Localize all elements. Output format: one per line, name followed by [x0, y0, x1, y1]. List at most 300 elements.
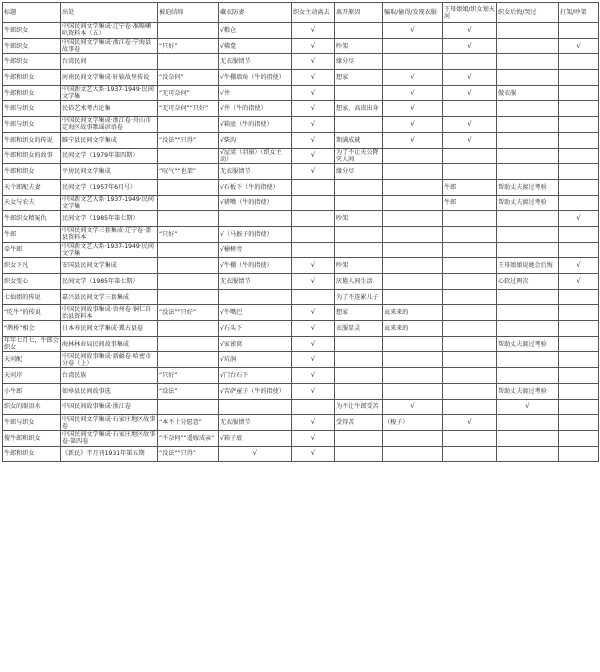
cell-reason [335, 383, 383, 399]
cell-get-clothes: √ [383, 70, 443, 86]
cell-regret [497, 289, 559, 305]
cell-reason [335, 117, 383, 133]
cell-heavenly-river [443, 352, 497, 368]
cell-weaver-leaves [292, 226, 335, 242]
cell-get-clothes [383, 258, 443, 274]
cell-get-clothes [383, 148, 443, 164]
cell-heavenly-river: √ [443, 132, 497, 148]
cell-hide-clothes: √猪嘴（牛的指使） [219, 195, 292, 211]
cell-heavenly-river [443, 148, 497, 164]
cell-get-clothes [383, 336, 443, 352]
cell-source: 中国民间故事集成·新疆卷·哈密市分卷（上） [61, 352, 158, 368]
cell-weaver-leaves: √ [292, 164, 335, 180]
cell-title: 牛郎和织女 [3, 70, 61, 86]
cell-source: 中国新文艺大系·1937-1949·民间文学集 [61, 85, 158, 101]
cell-quarrel [559, 383, 599, 399]
cell-forced-marriage: “没法”“只好” [158, 305, 219, 321]
cell-get-clothes [383, 38, 443, 54]
cell-title: 天河岸 [3, 368, 61, 384]
cell-regret: 帮助丈夫渡过考验 [497, 195, 559, 211]
cell-weaver-leaves: √ [292, 305, 335, 321]
cell-regret [497, 226, 559, 242]
cell-weaver-leaves [292, 242, 335, 258]
cell-forced-marriage [158, 274, 219, 290]
cell-quarrel: √ [559, 211, 599, 227]
cell-heavenly-river [443, 211, 497, 227]
cell-weaver-leaves [292, 289, 335, 305]
cell-weaver-leaves: √ [292, 383, 335, 399]
cell-quarrel: √ [559, 274, 599, 290]
cell-get-clothes [383, 289, 443, 305]
cell-heavenly-river [443, 368, 497, 384]
table-row [3, 336, 599, 352]
cell-regret [497, 101, 559, 117]
cell-title: 牛郎与织女 [3, 117, 61, 133]
cell-forced-marriage [158, 23, 219, 39]
cell-get-clothes [383, 368, 443, 384]
cell-reason [335, 368, 383, 384]
cell-heavenly-river [443, 321, 497, 337]
cell-forced-marriage: “没法” [158, 383, 219, 399]
cell-forced-marriage [158, 179, 219, 195]
cell-source: 河南民间文学集成·轩辕故里传说 [61, 70, 158, 86]
cell-source: 中国新文艺大系·1937-1949·民间文学集 [61, 242, 158, 258]
cell-quarrel [559, 321, 599, 337]
table-row [3, 23, 599, 39]
cell-title: 牛郎和织女 [3, 85, 61, 101]
cell-weaver-leaves: √ [292, 148, 335, 164]
cell-hide-clothes: √门台石下 [219, 368, 292, 384]
table-row [3, 226, 599, 242]
cell-weaver-leaves: √ [292, 415, 335, 431]
cell-reason [335, 336, 383, 352]
cell-hide-clothes: √井 [219, 85, 292, 101]
table-row [3, 352, 599, 368]
cell-get-clothes [383, 179, 443, 195]
cell-reason [335, 195, 383, 211]
cell-quarrel [559, 305, 599, 321]
cell-hide-clothes: √屋梁（羽扇）（织女主动） [219, 148, 292, 164]
cell-forced-marriage [158, 211, 219, 227]
cell-hide-clothes: 无衣服情节 [219, 274, 292, 290]
cell-title: 织女下凡 [3, 258, 61, 274]
cell-get-clothes: √ [383, 23, 443, 39]
cell-source: 民间文学（1985年第七期） [61, 274, 158, 290]
cell-get-clothes [383, 383, 443, 399]
cell-heavenly-river [443, 336, 497, 352]
cell-heavenly-river: √ [443, 23, 497, 39]
cell-title: 牵牛郎 [3, 242, 61, 258]
cell-source: 中国民间文学集成·浙江卷·宁海县故事卷 [61, 38, 158, 54]
cell-quarrel [559, 54, 599, 70]
cell-quarrel [559, 117, 599, 133]
cell-reason [335, 179, 383, 195]
cell-title: 天女与农夫 [3, 195, 61, 211]
cell-heavenly-river [443, 289, 497, 305]
table-container [2, 2, 598, 670]
cell-source: 中国民间文学集成·辽宁卷·准略喇叭资料本（五） [61, 23, 158, 39]
cell-regret [497, 23, 559, 39]
cell-heavenly-river [443, 226, 497, 242]
cell-weaver-leaves: √ [292, 54, 335, 70]
cell-hide-clothes: √柴沟 [219, 132, 292, 148]
cell-get-clothes: 哀来来的 [383, 321, 443, 337]
cell-forced-marriage [158, 258, 219, 274]
cell-heavenly-river [443, 258, 497, 274]
cell-regret: 心软过两次 [497, 274, 559, 290]
cell-regret: 帮助丈夫渡过考验 [497, 179, 559, 195]
cell-heavenly-river [443, 164, 497, 180]
cell-weaver-leaves: √ [292, 101, 335, 117]
cell-weaver-leaves [292, 399, 335, 415]
cell-title: 织女的眼泪水 [3, 399, 61, 415]
cell-reason [335, 23, 383, 39]
cell-regret [497, 117, 559, 133]
cell-reason: 想家 [335, 305, 383, 321]
cell-title: 天河配 [3, 352, 61, 368]
cell-regret [497, 132, 559, 148]
cell-hide-clothes: √井（牛的指使） [219, 101, 292, 117]
cell-forced-marriage: “无可奈何” [158, 85, 219, 101]
cell-title: “吃牛”的传说 [3, 305, 61, 321]
cell-regret [497, 321, 559, 337]
cell-quarrel [559, 101, 599, 117]
cell-weaver-leaves: √ [292, 336, 335, 352]
cell-regret [497, 148, 559, 164]
table-row [3, 132, 599, 148]
cell-source: 嘉兴县民间文学三套集成 [61, 289, 158, 305]
cell-title: 年年七月七，牛郎会织女 [4, 337, 59, 352]
header-row [3, 3, 599, 23]
cell-regret: 帮助丈夫渡过考验 [497, 336, 559, 352]
cell-heavenly-river [443, 242, 497, 258]
cell-get-clothes [383, 54, 443, 70]
cell-title: 牛郎 [3, 226, 61, 242]
cell-get-clothes [383, 274, 443, 290]
cell-reason [335, 352, 383, 368]
cell-regret [497, 54, 559, 70]
cell-hide-clothes: √（马猴子的指使） [219, 226, 292, 242]
table-row [3, 274, 599, 290]
cell-forced-marriage [158, 289, 219, 305]
cell-hide-clothes: 无衣服情节 [219, 415, 292, 431]
cell-heavenly-river [443, 399, 497, 415]
cell-quarrel [559, 446, 599, 462]
cell-hide-clothes [219, 211, 292, 227]
table-row [3, 446, 599, 462]
table-row [3, 368, 599, 384]
cell-heavenly-river: √ [443, 70, 497, 86]
cell-quarrel [559, 23, 599, 39]
cell-weaver-leaves: √ [292, 117, 335, 133]
cell-get-clothes: √ [383, 101, 443, 117]
cell-regret: 傲衣服 [497, 85, 559, 101]
table-row [3, 242, 599, 258]
cell-quarrel: √ [559, 258, 599, 274]
cell-title: 牛郎织女 [3, 38, 61, 54]
cell-weaver-leaves: √ [292, 368, 335, 384]
table-row [3, 85, 599, 101]
cell-hide-clothes: √榆树旁 [219, 242, 292, 258]
cell-quarrel [559, 399, 599, 415]
cell-hide-clothes: 无衣服情节 [219, 164, 292, 180]
cell-reason: 厌倦人间生活 [335, 274, 383, 290]
cell-reason: 吵架 [335, 211, 383, 227]
cell-source: 中国新文艺大系·1937-1949·民间文学集 [61, 195, 158, 211]
cell-weaver-leaves: √ [292, 132, 335, 148]
table-row [3, 305, 599, 321]
cell-hide-clothes: √石头下 [219, 321, 292, 337]
cell-get-clothes: √ [383, 117, 443, 133]
cell-reason [335, 430, 383, 446]
cell-get-clothes: （梭子） [383, 415, 443, 431]
table-row [3, 399, 599, 415]
cell-forced-marriage: “本不十分愿意” [158, 415, 219, 431]
cell-quarrel [559, 226, 599, 242]
cell-reason: 衣服显灵 [335, 321, 383, 337]
cell-get-clothes [383, 352, 443, 368]
cell-weaver-leaves: √ [292, 321, 335, 337]
cell-reason: 为不让牛郎受苦 [335, 399, 383, 415]
cell-heavenly-river: √ [443, 415, 497, 431]
cell-weaver-leaves: √ [292, 430, 335, 446]
cell-source: 中国民间文学集成·浙江卷·舟山市定海区故事歌谣谚语卷 [61, 117, 158, 133]
cell-reason [335, 85, 383, 101]
cell-weaver-leaves [292, 211, 335, 227]
cell-regret [497, 368, 559, 384]
cell-get-clothes [383, 430, 443, 446]
cell-forced-marriage: “叹气”“也架” [158, 164, 219, 180]
cell-reason: 吵架 [335, 258, 383, 274]
cell-get-clothes: √ [383, 85, 443, 101]
cell-hide-clothes: √箱子底 [219, 430, 292, 446]
cell-title: 天个郎配夫妻 [3, 179, 61, 195]
cell-weaver-leaves: √ [292, 23, 335, 39]
table-row [3, 70, 599, 86]
header-source: 出处 [61, 3, 158, 23]
cell-forced-marriage [158, 54, 219, 70]
cell-forced-marriage: “不奈何”“遥嫁成亲” [158, 430, 219, 446]
cell-source: 安国县民间文学集成 [61, 258, 158, 274]
cell-regret [497, 352, 559, 368]
cell-get-clothes [383, 164, 443, 180]
table-row [3, 38, 599, 54]
cell-title: 牛郎与织女 [3, 415, 61, 431]
table-row [3, 164, 599, 180]
cell-reason [335, 446, 383, 462]
cell-title: 织女变心 [3, 274, 61, 290]
cell-forced-marriage [158, 117, 219, 133]
cell-weaver-leaves: √ [292, 274, 335, 290]
cell-forced-marriage [158, 336, 219, 352]
cell-source: 中国民间文学集成·石家庄地区故事卷·第四卷 [61, 430, 158, 446]
story-comparison-table [2, 2, 599, 462]
cell-get-clothes: √ [383, 399, 443, 415]
cell-title: 七仙姐的传说 [3, 289, 61, 305]
cell-heavenly-river [443, 430, 497, 446]
cell-regret [497, 70, 559, 86]
cell-forced-marriage [158, 352, 219, 368]
cell-source: 海林林业局民间故事集成 [61, 336, 158, 352]
cell-quarrel [559, 242, 599, 258]
cell-quarrel [559, 415, 599, 431]
cell-heavenly-river: √ [443, 85, 497, 101]
cell-forced-marriage [158, 195, 219, 211]
cell-regret [497, 242, 559, 258]
cell-regret [497, 38, 559, 54]
cell-forced-marriage: “只好” [158, 226, 219, 242]
cell-hide-clothes [219, 289, 292, 305]
cell-hide-clothes: √石板下（牛的指使） [219, 179, 292, 195]
cell-quarrel [559, 289, 599, 305]
cell-hide-clothes [219, 399, 292, 415]
cell-source: 平房民间文学集成 [61, 164, 158, 180]
cell-hide-clothes: √ [219, 446, 292, 462]
cell-hide-clothes: √牛棚（牛的指使） [219, 258, 292, 274]
cell-get-clothes [383, 226, 443, 242]
cell-forced-marriage: “无可奈何”“只好” [158, 101, 219, 117]
cell-title: 牛郎和织女 [3, 164, 61, 180]
cell-quarrel: √ [559, 38, 599, 54]
cell-heavenly-river: √ [443, 117, 497, 133]
cell-get-clothes: √ [383, 132, 443, 148]
cell-forced-marriage [158, 242, 219, 258]
cell-heavenly-river [443, 54, 497, 70]
cell-title: 牛郎与织女 [3, 101, 61, 117]
cell-heavenly-river [443, 446, 497, 462]
cell-regret: √ [497, 399, 559, 415]
cell-weaver-leaves [292, 179, 335, 195]
cell-weaver-leaves [292, 195, 335, 211]
cell-title: 小牛郎 [3, 383, 61, 399]
table-row [3, 383, 599, 399]
cell-weaver-leaves: √ [292, 352, 335, 368]
cell-regret: 帮助丈夫渡过考验 [497, 383, 559, 399]
cell-get-clothes [383, 242, 443, 258]
cell-quarrel [559, 179, 599, 195]
cell-regret [497, 211, 559, 227]
table-row [3, 258, 599, 274]
cell-weaver-leaves: √ [292, 38, 335, 54]
cell-reason [335, 226, 383, 242]
cell-hide-clothes: √牛棚墙角（牛的指使） [219, 70, 292, 86]
cell-get-clothes: 哀来来的 [383, 305, 443, 321]
cell-weaver-leaves: √ [292, 258, 335, 274]
cell-heavenly-river [443, 101, 497, 117]
table-row [3, 289, 599, 305]
cell-quarrel [559, 148, 599, 164]
cell-source: 民间文学（1957年6月号） [61, 179, 158, 195]
cell-regret [497, 446, 559, 462]
header-title: 标题 [3, 3, 61, 23]
table-row [3, 179, 599, 195]
cell-hide-clothes: 无衣服情节 [219, 54, 292, 70]
table-row [3, 101, 599, 117]
header-reason: 离开原因 [335, 3, 383, 23]
cell-source: 台湾民族 [61, 368, 158, 384]
cell-heavenly-river: √ [443, 38, 497, 54]
cell-source: 日本寿民间文学集成·冀占县卷 [61, 321, 158, 337]
cell-quarrel [559, 368, 599, 384]
cell-reason: 受得苦 [335, 415, 383, 431]
cell-regret [497, 430, 559, 446]
cell-reason: 为了不连累儿子 [335, 289, 383, 305]
cell-title: 牛郎织女 [3, 23, 61, 39]
cell-get-clothes [383, 211, 443, 227]
cell-title: 牛郎和织女的传说 [3, 132, 61, 148]
cell-forced-marriage [158, 148, 219, 164]
cell-title: “鹊桥”相会 [3, 321, 61, 337]
header-hide-clothes: 藏衣防妻 [219, 3, 292, 23]
cell-quarrel [559, 164, 599, 180]
cell-source: 中国民间故事集成·浙江卷 [61, 399, 158, 415]
cell-source: 台湾民间 [61, 54, 158, 70]
cell-title: 牛郎织女精冤仇 [3, 211, 61, 227]
cell-title: 傻牛郎和织女 [3, 430, 61, 446]
cell-heavenly-river [443, 274, 497, 290]
header-quarrel: 打架/吵架 [559, 3, 599, 23]
cell-weaver-leaves: √ [292, 70, 335, 86]
cell-hide-clothes: √牛嘴巴 [219, 305, 292, 321]
cell-quarrel [559, 85, 599, 101]
cell-quarrel [559, 70, 599, 86]
cell-get-clothes [383, 446, 443, 462]
cell-forced-marriage: “只好” [158, 368, 219, 384]
table-row [3, 211, 599, 227]
table-row [3, 54, 599, 70]
cell-hide-clothes: √佛龛 [219, 38, 292, 54]
cell-source: 睢宁县民间文学集成 [61, 132, 158, 148]
header-weaver-leaves: 织女主动离去 [292, 3, 335, 23]
table-row [3, 148, 599, 164]
header-get-clothes: 骗取/偷得/发现衣服 [383, 3, 443, 23]
table-row [3, 195, 599, 211]
cell-title: 牛郎织女 [3, 54, 61, 70]
cell-get-clothes [383, 195, 443, 211]
cell-regret [497, 305, 559, 321]
cell-reason: 为了不让天公降灾人间 [335, 148, 383, 164]
cell-source: 中国民间文学三套集成·辽宁卷·盖县资料本 [61, 226, 158, 242]
table-row [3, 430, 599, 446]
table-body [3, 23, 599, 462]
cell-weaver-leaves: √ [292, 85, 335, 101]
cell-quarrel [559, 336, 599, 352]
cell-forced-marriage: “没法”“只得” [158, 132, 219, 148]
cell-source: 民俗艺术考古论集 [61, 101, 158, 117]
table-row [3, 415, 599, 431]
cell-hide-clothes: √坑洞 [219, 352, 292, 368]
cell-source: 《新民》半月刊1931年第五期 [61, 446, 158, 462]
cell-forced-marriage: “没法”“只得” [158, 446, 219, 462]
cell-quarrel [559, 352, 599, 368]
cell-hide-clothes: √箱底（牛的指使） [219, 117, 292, 133]
header-regret: 织女后悔/哭过 [497, 3, 559, 23]
cell-title: 牛郎和织女的故事 [3, 148, 61, 164]
cell-source: 中国民间故事集成·贵州卷·铜仁自治县资料本 [61, 305, 158, 321]
cell-forced-marriage: “没奈何” [158, 70, 219, 86]
cell-reason: 想家 [335, 70, 383, 86]
cell-regret: 王母娘娘说她会后悔 [497, 258, 559, 274]
cell-source: 民间文学（1979年第四期） [61, 148, 158, 164]
cell-reason: 想家，高贵出身 [335, 101, 383, 117]
cell-reason [335, 242, 383, 258]
cell-source: 民间文学（1985年第七期） [61, 211, 158, 227]
cell-reason: 期满成就 [335, 132, 383, 148]
cell-quarrel [559, 195, 599, 211]
cell-quarrel [559, 132, 599, 148]
cell-hide-clothes: √苦萨童子（牛的指使） [219, 383, 292, 399]
cell-forced-marriage: “只好” [158, 38, 219, 54]
